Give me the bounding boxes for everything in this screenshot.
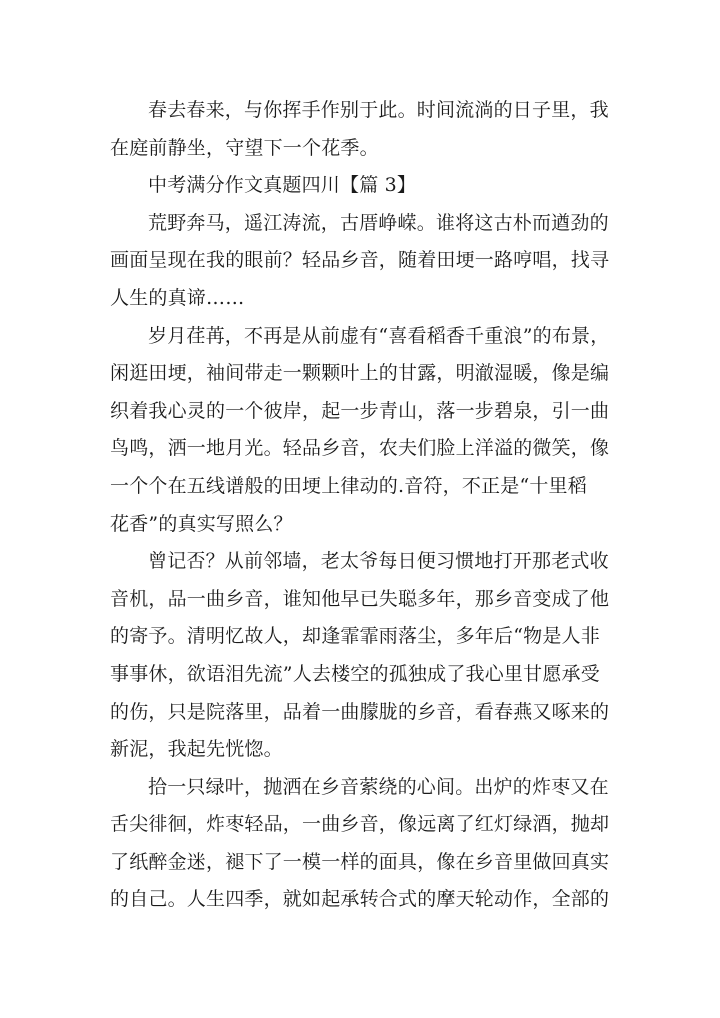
text-line: 的自己。人生四季，就如起承转合式的摩天轮动作，全部的 bbox=[110, 888, 610, 911]
text-line: 人生的真谛…… bbox=[110, 286, 245, 309]
text-line: 舌尖徘徊，炸枣轻品，一曲乡音，像远离了红灯绿酒，抛却 bbox=[110, 813, 610, 836]
text-line: 拾一只绿叶，抛洒在乡音萦绕的心间。出炉的炸枣又在 bbox=[148, 775, 609, 798]
text-line: 的寄予。清明忆故人，却逢霏霏雨落尘，多年后“物是人非 bbox=[110, 625, 600, 648]
text-line: 岁月荏苒，不再是从前虚有“喜看稻香千重浪”的布景， bbox=[148, 324, 610, 347]
text-line: 花香”的真实写照么？ bbox=[110, 512, 293, 535]
text-line: 在庭前静坐，守望下一个花季。 bbox=[110, 136, 379, 159]
text-line: 曾记否？从前邻墙，老太爷每日便习惯地打开那老式收 bbox=[148, 550, 609, 573]
text-line: 荒野奔马，遥江涛流，古厝峥嵘。谁将这古朴而遒劲的 bbox=[148, 211, 609, 234]
text-line: 事事休，欲语泪先流”人去楼空的孤独成了我心里甘愿承受 bbox=[110, 662, 600, 685]
text-line: 的伤，只是院落里，品着一曲朦胧的乡音，看春燕又啄来的 bbox=[110, 700, 610, 723]
text-line: 画面呈现在我的眼前？轻品乡音，随着田埂一路哼唱，找寻 bbox=[110, 249, 610, 272]
document-body bbox=[110, 92, 614, 919]
text-line: 新泥，我起先恍惚。 bbox=[110, 738, 283, 761]
text-line: 闲逛田埂，袖间带走一颗颗叶上的甘露，明澈湿暖，像是编 bbox=[110, 362, 610, 385]
text-line: 鸟鸣，洒一地月光。轻品乡音，农夫们脸上洋溢的微笑，像 bbox=[110, 437, 610, 460]
text-line: 织着我心灵的一个彼岸，起一步青山，落一步碧泉，引一曲 bbox=[110, 399, 610, 422]
text-line: 一个个在五线谱般的田埂上律动的.音符，不正是“十里稻 bbox=[110, 474, 587, 497]
text-line: 了纸醉金迷，褪下了一模一样的面具，像在乡音里做回真实 bbox=[110, 850, 610, 873]
text-line: 春去春来，与你挥手作别于此。时间流淌的日子里，我 bbox=[148, 99, 609, 121]
section-heading: 中考满分作文真题四川【篇 3】 bbox=[148, 174, 417, 197]
text-line: 音机，品一曲乡音，谁知他早已失聪多年，那乡音变成了他 bbox=[110, 587, 610, 610]
